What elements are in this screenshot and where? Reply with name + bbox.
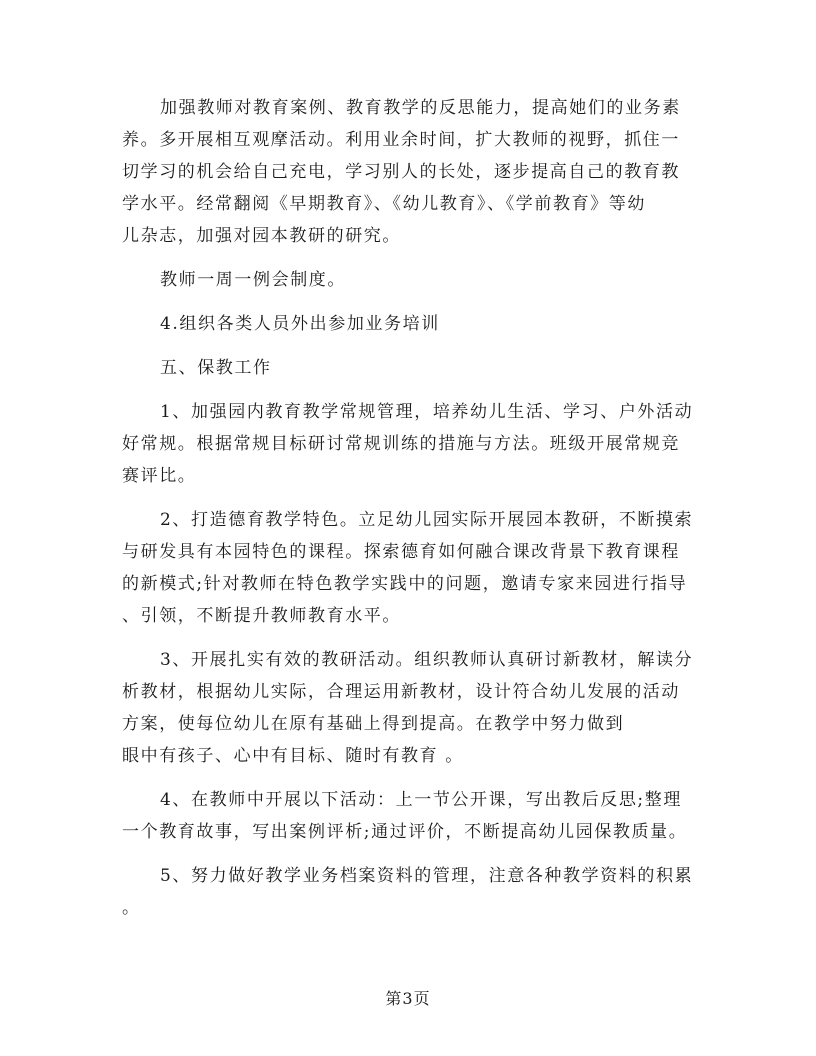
text-line: 1、加强园内教育教学常规管理，培养幼儿生活、学习、户外活动 [160,402,694,422]
text-line: 一个教育故事，写出案例评析;通过评价，不断提高幼儿园保教质量。 [122,822,688,842]
text-line: 教师一周一例会制度。 [160,270,346,290]
text-line: 4.组织各类人员外出参加业务培训 [160,314,440,334]
page-number: 第3页 [385,989,431,1008]
paragraph-item-1 [122,396,700,492]
text-line: 儿杂志，加强对园本教研的研究。 [122,226,401,246]
paragraph-item-2 [122,504,700,632]
text-line: 4、在教师中开展以下活动：上一节公开课，写出教后反思;整理 [160,790,682,810]
document-body [122,92,700,924]
text-line: 5、努力做好教学业务档案资料的管理，注意各种教学资料的积累 [160,866,694,886]
text-line: 学水平。经常翻阅《早期教育》、《幼儿教育》、《学前教育》等幼 [122,194,646,214]
text-line: 。 [122,898,141,918]
paragraph-item-3 [122,644,700,772]
paragraph-teacher-reflection [122,92,700,252]
paragraph-weekly-meeting [122,264,700,296]
paragraph-item-4 [122,784,700,848]
text-line: 的新模式;针对教师在特色教学实践中的问题，邀请专家来园进行指导 [122,574,688,594]
text-line: 好常规。根据常规目标研讨常规训练的措施与方法。班级开展常规竞 [122,434,680,454]
text-line: 、引领，不断提升教师教育水平。 [122,606,401,626]
text-line: 加强教师对教育案例、教育教学的反思能力，提高她们的业务素 [160,98,681,118]
paragraph-item-5 [122,860,700,924]
section-heading-care-education [122,352,700,384]
text-line: 赛评比。 [122,466,197,486]
text-line: 眼中有孩子、心中有目标、随时有教育 。 [122,746,464,766]
text-line: 切学习的机会给自己充电，学习别人的长处，逐步提高自己的教育教 [122,162,680,182]
text-line: 析教材，根据幼儿实际，合理运用新教材，设计符合幼儿发展的活动 [122,682,680,702]
text-line: 方案，使每位幼儿在原有基础上得到提高。在教学中努力做到 [122,714,625,734]
text-line: 与研发具有本园特色的课程。探索德育如何融合课改背景下教育课程 [122,542,680,562]
text-line: 3、开展扎实有效的教研活动。组织教师认真研讨新教材，解读分 [160,650,694,670]
text-line: 2、打造德育教学特色。立足幼儿园实际开展园本教研，不断摸索 [160,510,694,530]
text-line: 五、保教工作 [160,358,272,378]
text-line: 养。多开展相互观摩活动。利用业余时间，扩大教师的视野，抓住一 [122,130,680,150]
paragraph-external-training [122,308,700,340]
